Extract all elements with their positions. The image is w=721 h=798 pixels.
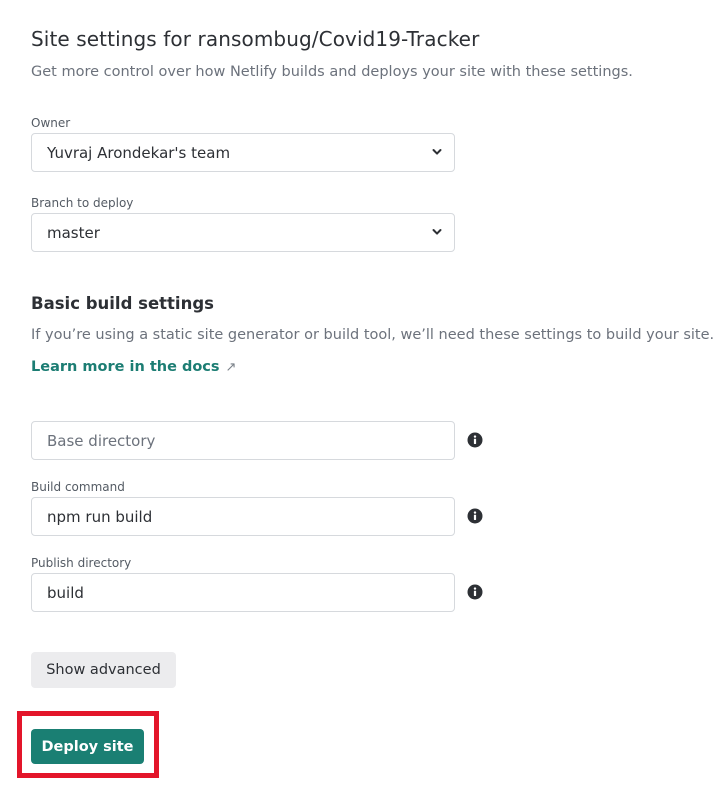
owner-label: Owner — [31, 116, 71, 130]
build-settings-description: If you’re using a static site generator or build tool, we’ll need these settings to build your site. — [31, 327, 715, 343]
chevron-down-icon — [432, 147, 442, 157]
info-icon[interactable] — [467, 432, 483, 448]
external-link-arrow-icon: ↗ — [225, 359, 237, 375]
branch-label: Branch to deploy — [31, 196, 134, 210]
build-settings-title: Basic build settings — [31, 294, 214, 313]
page-subtitle: Get more control over how Netlify builds and deploys your site with these settings. — [31, 64, 633, 80]
docs-link-label: Learn more in the docs — [31, 359, 220, 375]
owner-select[interactable] — [31, 133, 455, 172]
chevron-down-icon — [432, 227, 442, 237]
publish-directory-input[interactable] — [31, 573, 455, 612]
branch-select-value: master — [47, 223, 100, 242]
learn-more-docs-link[interactable] — [31, 359, 236, 375]
owner-select-value: Yuvraj Arondekar's team — [47, 143, 231, 162]
base-directory-input[interactable] — [31, 421, 455, 460]
page-title: Site settings for ransombug/Covid19-Tracker — [31, 27, 480, 51]
deploy-site-button[interactable]: Deploy site — [31, 729, 144, 764]
show-advanced-button[interactable]: Show advanced — [31, 652, 176, 688]
branch-select[interactable] — [31, 213, 455, 252]
info-icon[interactable] — [467, 584, 483, 600]
build-command-label: Build command — [31, 480, 125, 494]
build-command-input[interactable] — [31, 497, 455, 536]
info-icon[interactable] — [467, 508, 483, 524]
publish-directory-label: Publish directory — [31, 556, 132, 570]
